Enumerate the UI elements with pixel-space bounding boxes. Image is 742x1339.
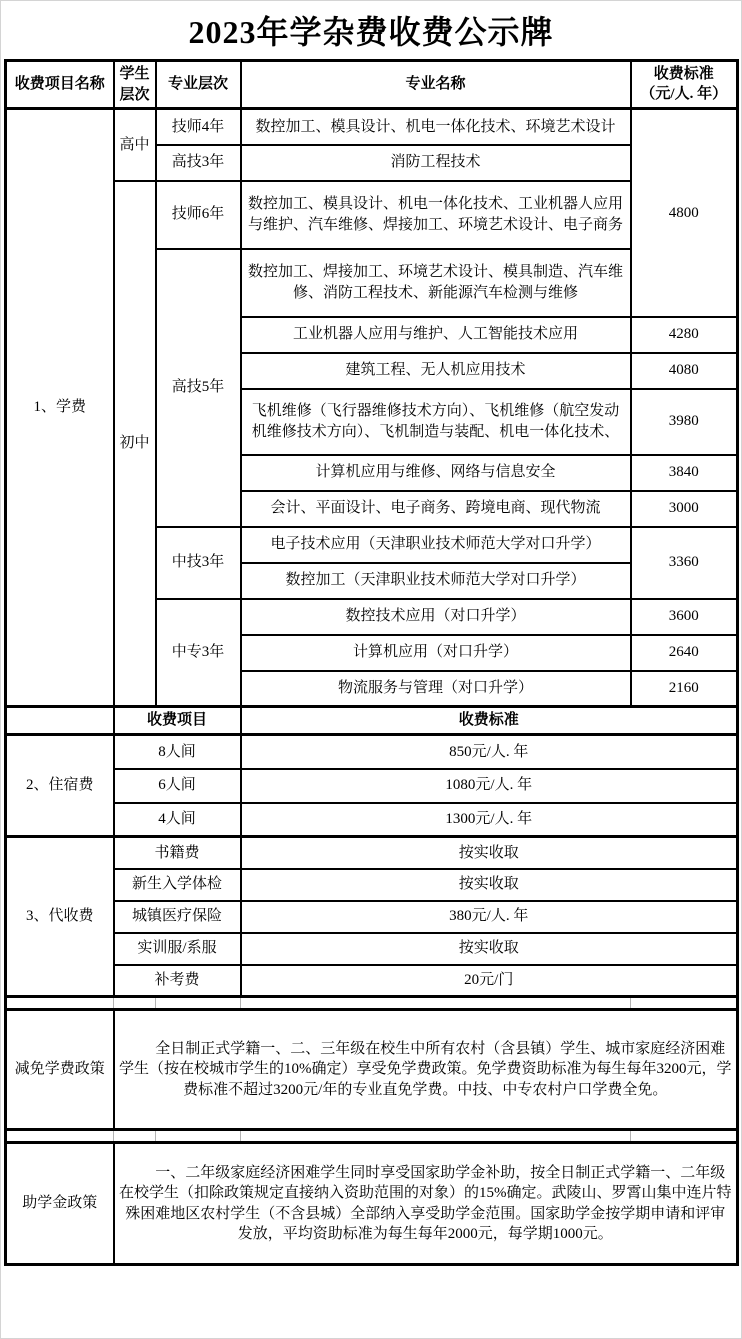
major-cell: 数控加工、模具设计、机电一体化技术、工业机器人应用与维护、汽车维修、焊接加工、环境艺术设计、电子商务	[241, 181, 631, 249]
agency-item: 新生入学体检	[114, 869, 241, 901]
spacer-row	[6, 997, 738, 1010]
agency-row	[6, 965, 738, 997]
mid-header-item: 收费项目	[114, 707, 241, 735]
section-label-tuition: 1、学费	[6, 109, 114, 707]
agency-fee: 按实收取	[241, 869, 738, 901]
header-fee-standard	[631, 61, 738, 109]
major-cell: 数控加工、焊接加工、环境艺术设计、模具制造、汽车维修、消防工程技术、新能源汽车检测与维修	[241, 249, 631, 317]
spacer-cell	[6, 997, 114, 1010]
spacer-cell	[6, 1130, 114, 1143]
agency-row	[6, 933, 738, 965]
major-level-tech6: 技师6年	[156, 181, 241, 249]
fee-cell: 4080	[631, 353, 738, 389]
section-label-waiver-policy: 减免学费政策	[6, 1010, 114, 1130]
major-cell: 工业机器人应用与维护、人工智能技术应用	[241, 317, 631, 353]
major-cell: 飞机维修（飞行器维修技术方向）、飞机维修（航空发动机维修技术方向）、飞机制造与装配、机电一体化技术、	[241, 389, 631, 455]
major-level-adv5: 高技5年	[156, 249, 241, 527]
section-label-accommodation: 2、住宿费	[6, 735, 114, 837]
accommodation-row	[6, 803, 738, 837]
major-cell: 数控加工（天津职业技术师范大学对口升学）	[241, 563, 631, 599]
spacer-cell	[156, 1130, 241, 1143]
tuition-row	[6, 181, 738, 249]
dorm-fee: 1300元/人. 年	[241, 803, 738, 837]
table-header-row	[6, 61, 738, 109]
fee-cell: 3600	[631, 599, 738, 635]
mid-header-standard: 收费标准	[241, 707, 738, 735]
header-fee-line2: （元/人. 年）	[640, 85, 728, 102]
dorm-fee: 850元/人. 年	[241, 735, 738, 769]
major-level-mid3: 中技3年	[156, 527, 241, 599]
major-level-sec3: 中专3年	[156, 599, 241, 707]
major-cell: 会计、平面设计、电子商务、跨境电商、现代物流	[241, 491, 631, 527]
waiver-policy-paragraph: 全日制正式学籍一、二、三年级在校生中所有农村（含县镇）学生、城市家庭经济困难学生（按在校城市学生的10%确定）享受免学费政策。免学费资助标准为每生每年3200元，学费标准不超过3200元/年的专业直免学费。中技、中专农村户口学费全免。	[119, 1041, 732, 1098]
section-label-agency: 3、代收费	[6, 837, 114, 997]
major-cell: 建筑工程、无人机应用技术	[241, 353, 631, 389]
fee-cell: 2640	[631, 635, 738, 671]
agency-item: 书籍费	[114, 837, 241, 869]
tuition-row	[6, 109, 738, 145]
agency-fee: 380元/人. 年	[241, 901, 738, 933]
agency-row	[6, 837, 738, 869]
agency-item: 城镇医疗保险	[114, 901, 241, 933]
fee-table	[4, 59, 739, 1266]
fee-cell: 3840	[631, 455, 738, 491]
agency-item: 实训服/系服	[114, 933, 241, 965]
agency-item: 补考费	[114, 965, 241, 997]
major-level-tech4: 技师4年	[156, 109, 241, 145]
waiver-policy-row	[6, 1010, 738, 1130]
grant-policy-text	[114, 1143, 738, 1265]
header-student-level: 学生层次	[114, 61, 156, 109]
header-fee-line1: 收费标准	[653, 66, 714, 82]
major-cell: 计算机应用与维修、网络与信息安全	[241, 455, 631, 491]
accommodation-row	[6, 769, 738, 803]
spacer-cell	[241, 997, 631, 1010]
spacer-cell	[114, 997, 156, 1010]
mid-header-empty	[6, 707, 114, 735]
fee-cell: 2160	[631, 671, 738, 707]
mid-header-row	[6, 707, 738, 735]
dorm-fee: 1080元/人. 年	[241, 769, 738, 803]
spacer-row	[6, 1130, 738, 1143]
grant-policy-row	[6, 1143, 738, 1265]
spacer-cell	[156, 997, 241, 1010]
section-label-grant-policy: 助学金政策	[6, 1143, 114, 1265]
header-major-name: 专业名称	[241, 61, 631, 109]
spacer-cell	[241, 1130, 631, 1143]
major-cell: 数控技术应用（对口升学）	[241, 599, 631, 635]
fee-cell: 3360	[631, 527, 738, 599]
fee-cell: 4800	[631, 109, 738, 317]
spacer-cell	[114, 1130, 156, 1143]
page-title: 2023年学杂费收费公示牌	[188, 14, 554, 50]
agency-fee: 按实收取	[241, 933, 738, 965]
dorm-item: 6人间	[114, 769, 241, 803]
major-cell: 计算机应用（对口升学）	[241, 635, 631, 671]
dorm-item: 8人间	[114, 735, 241, 769]
student-level-highschool: 高中	[114, 109, 156, 181]
major-cell: 消防工程技术	[241, 145, 631, 181]
student-level-juniorhigh: 初中	[114, 181, 156, 707]
agency-fee: 20元/门	[241, 965, 738, 997]
header-major-level: 专业层次	[156, 61, 241, 109]
agency-row	[6, 901, 738, 933]
major-cell: 数控加工、模具设计、机电一体化技术、环境艺术设计	[241, 109, 631, 145]
grant-policy-paragraph: 一、二年级家庭经济困难学生同时享受国家助学金补助，按全日制正式学籍一、二年级在校学生（扣除政策规定直接纳入资助范围的对象）的15%确定。武陵山、罗霄山集中连片特殊困难地区农村学生（不含县城）全部纳入享受助学金范围。国家助学金按学期申请和评审发放，平均资助标准为每生每年2000元，每学期1000元。	[119, 1165, 732, 1242]
dorm-item: 4人间	[114, 803, 241, 837]
waiver-policy-text	[114, 1010, 738, 1130]
major-level-adv3: 高技3年	[156, 145, 241, 181]
spacer-cell	[631, 997, 738, 1010]
header-item-name: 收费项目名称	[6, 61, 114, 109]
fee-cell: 4280	[631, 317, 738, 353]
major-cell: 物流服务与管理（对口升学）	[241, 671, 631, 707]
accommodation-row	[6, 735, 738, 769]
fee-cell: 3980	[631, 389, 738, 455]
agency-row	[6, 869, 738, 901]
major-cell: 电子技术应用（天津职业技术师范大学对口升学）	[241, 527, 631, 563]
agency-fee: 按实收取	[241, 837, 738, 869]
spacer-cell	[631, 1130, 738, 1143]
fee-cell: 3000	[631, 491, 738, 527]
